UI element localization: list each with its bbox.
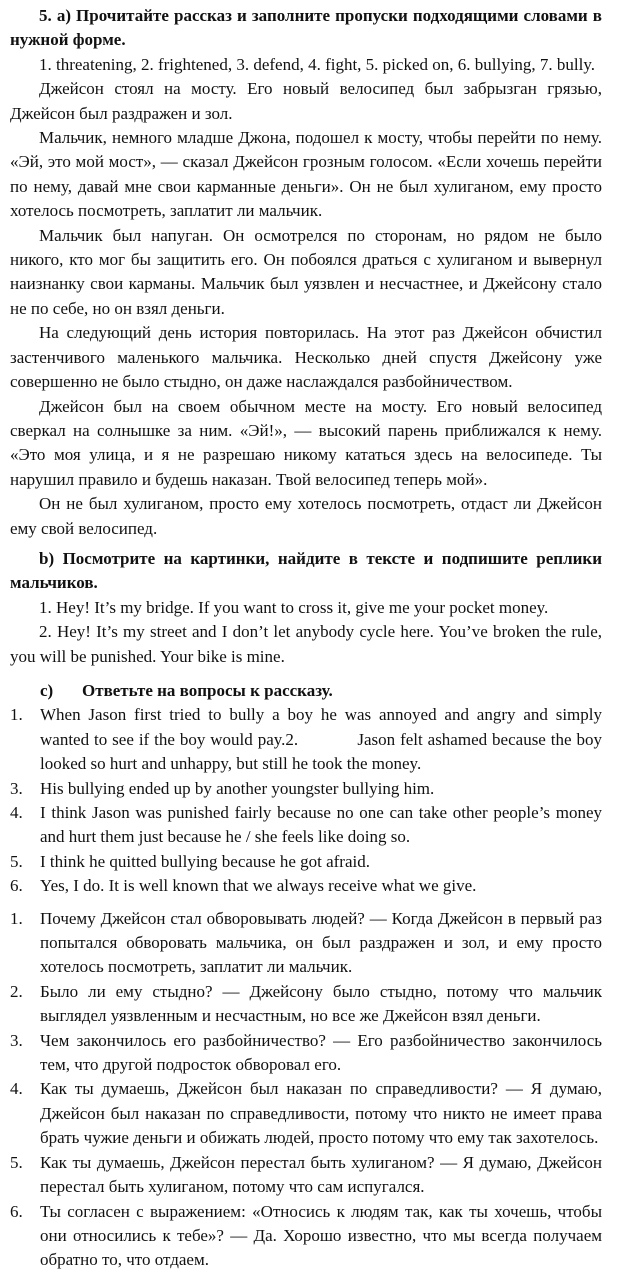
russian-answers-list — [10, 907, 602, 1273]
list-item — [10, 874, 602, 898]
item-number: 4. — [10, 803, 23, 822]
item-number: 4. — [10, 1079, 23, 1099]
task-b — [10, 547, 602, 669]
item-number: 1. — [10, 705, 23, 725]
list-item — [10, 980, 602, 1029]
item-text: I think he quitted bullying because he got afraid. — [40, 851, 370, 871]
item-text: I think Jason was punished fairly because no one can take other people’s money and hurt them just because he / she feels like doing so. — [40, 803, 602, 847]
item-number: 1. — [10, 908, 23, 928]
story-paragraph: На следующий день история повторилась. На этот раз Джейсон обчистил застенчивого маленького мальчика. Несколько дней спустя Джейсону уже совершенно не было стыдно, он даже наслаждался разбойничеством. — [10, 323, 602, 392]
item-text: Yes, I do. It is well known that we always receive what we give. — [40, 876, 477, 896]
task-c-heading — [40, 679, 602, 703]
list-item — [10, 703, 607, 776]
item-text: Было ли ему стыдно? — Джейсону было стыдно, потому что мальчик выглядел уязвленным и несчастным, но все же Джейсон взял деньги. — [40, 981, 602, 1026]
task-b-line: 1. Hey! It’s my bridge. If you want to cross it, give me your pocket money. — [39, 597, 549, 617]
item-number: 5. — [10, 1152, 23, 1172]
task-a-heading: 5. а) Прочитайте рассказ и заполните пропуски подходящими словами в нужной форме. — [10, 6, 602, 50]
item-number: 3. — [10, 1030, 23, 1050]
list-item — [10, 1151, 602, 1200]
item-number: 6. — [10, 876, 23, 896]
task-c-label: c) — [40, 680, 54, 700]
task-c-title: Ответьте на вопросы к рассказу. — [82, 680, 333, 700]
item-text: Как ты думаешь, Джейсон был наказан по справедливости? — Я думаю, Джейсон был наказан по справедливости, потому что никто не имеет права брать чужие деньги и обижать людей, просто потому что ему так захотелось. — [40, 1079, 602, 1148]
list-item — [10, 907, 602, 980]
task-a-answers: 1. threatening, 2. frightened, 3. defend, 4. fight, 5. picked on, 6. bullying, 7. bully. — [39, 54, 596, 74]
story-paragraph: Джейсон был на своем обычном месте на мосту. Его новый велосипед сверкал на солнышке за ним. «Эй!», — высокий парень приближался к нему. «Это моя улица, и я не разрешаю никому кататься здесь на велосипеде. Ты нарушил правило и будешь наказан. Твой велосипед теперь мой». — [10, 396, 602, 489]
item-text: Как ты думаешь, Джейсон перестал быть хулиганом? — Я думаю, Джейсон перестал быть хулиганом, потому что сам испугался. — [40, 1152, 602, 1197]
task-c — [10, 679, 607, 1273]
story-paragraph: Он не был хулиганом, просто ему хотелось посмотреть, отдаст ли Джейсон ему свой велосипед. — [10, 494, 602, 538]
task-a — [10, 4, 602, 541]
item-text: His bullying ended up by another youngster bullying him. — [40, 778, 435, 798]
item-number: 3. — [10, 778, 23, 798]
story-paragraph: Джейсон стоял на мосту. Его новый велосипед был забрызган грязью, Джейсон был раздражен и зол. — [10, 79, 602, 123]
item-text: Почему Джейсон стал обворовывать людей? — Когда Джейсон в первый раз попытался обворовать мальчика, он был раздражен и зол, и ему просто хотелось посмотреть, заплатит ли мальчик. — [40, 908, 602, 977]
story-paragraph: Мальчик, немного младше Джона, подошел к мосту, чтобы перейти по нему. «Эй, это мой мост», — сказал Джейсон грозным голосом. «Если хочешь перейти по нему, давай мне свои карманные деньги». Он не был хулиганом, ему просто хотелось посмотреть, заплатит ли мальчик. — [10, 128, 602, 221]
list-item — [10, 777, 602, 801]
list-item — [10, 1200, 602, 1273]
list-item — [10, 850, 602, 874]
task-b-line: 2. Hey! It’s my street and I don’t let anybody cycle here. You’ve broken the rule, you will be punished. Your bike is mine. — [10, 622, 602, 666]
item-text: Чем закончилось его разбойничество? — Его разбойничество закончилось тем, что другой подросток обворовал его. — [40, 1030, 602, 1075]
task-b-heading: b) Посмотрите на картинки, найдите в тексте и подпишите реплики мальчиков. — [10, 548, 602, 593]
item-number: 6. — [10, 1201, 23, 1221]
list-item — [10, 801, 602, 850]
item-number: 5. — [10, 851, 23, 871]
english-answers-list — [10, 703, 607, 898]
item-number: 2. — [10, 981, 23, 1001]
item-text: When Jason first tried to bully a boy he was annoyed and angry and simply wanted to see if the boy would pay.2. Jason felt ashamed because the boy looked so hurt and unhappy, but still he took the money. — [40, 705, 607, 774]
list-item — [10, 1029, 602, 1078]
story-paragraph: Мальчик был напуган. Он осмотрелся по сторонам, но рядом не было никого, кто мог бы защитить его. Он побоялся драться с хулиганом и вывернул наизнанку свои карманы. Мальчик был уязвлен и несчастнее, и Джейсону стало не по себе, но он взял деньги. — [10, 225, 602, 318]
item-text: Ты согласен с выражением: «Относись к людям так, как ты хочешь, чтобы они относились к тебе»? — Да. Хорошо известно, что мы всегда получаем обратно то, что отдаем. — [40, 1201, 602, 1270]
list-item — [10, 1077, 602, 1150]
